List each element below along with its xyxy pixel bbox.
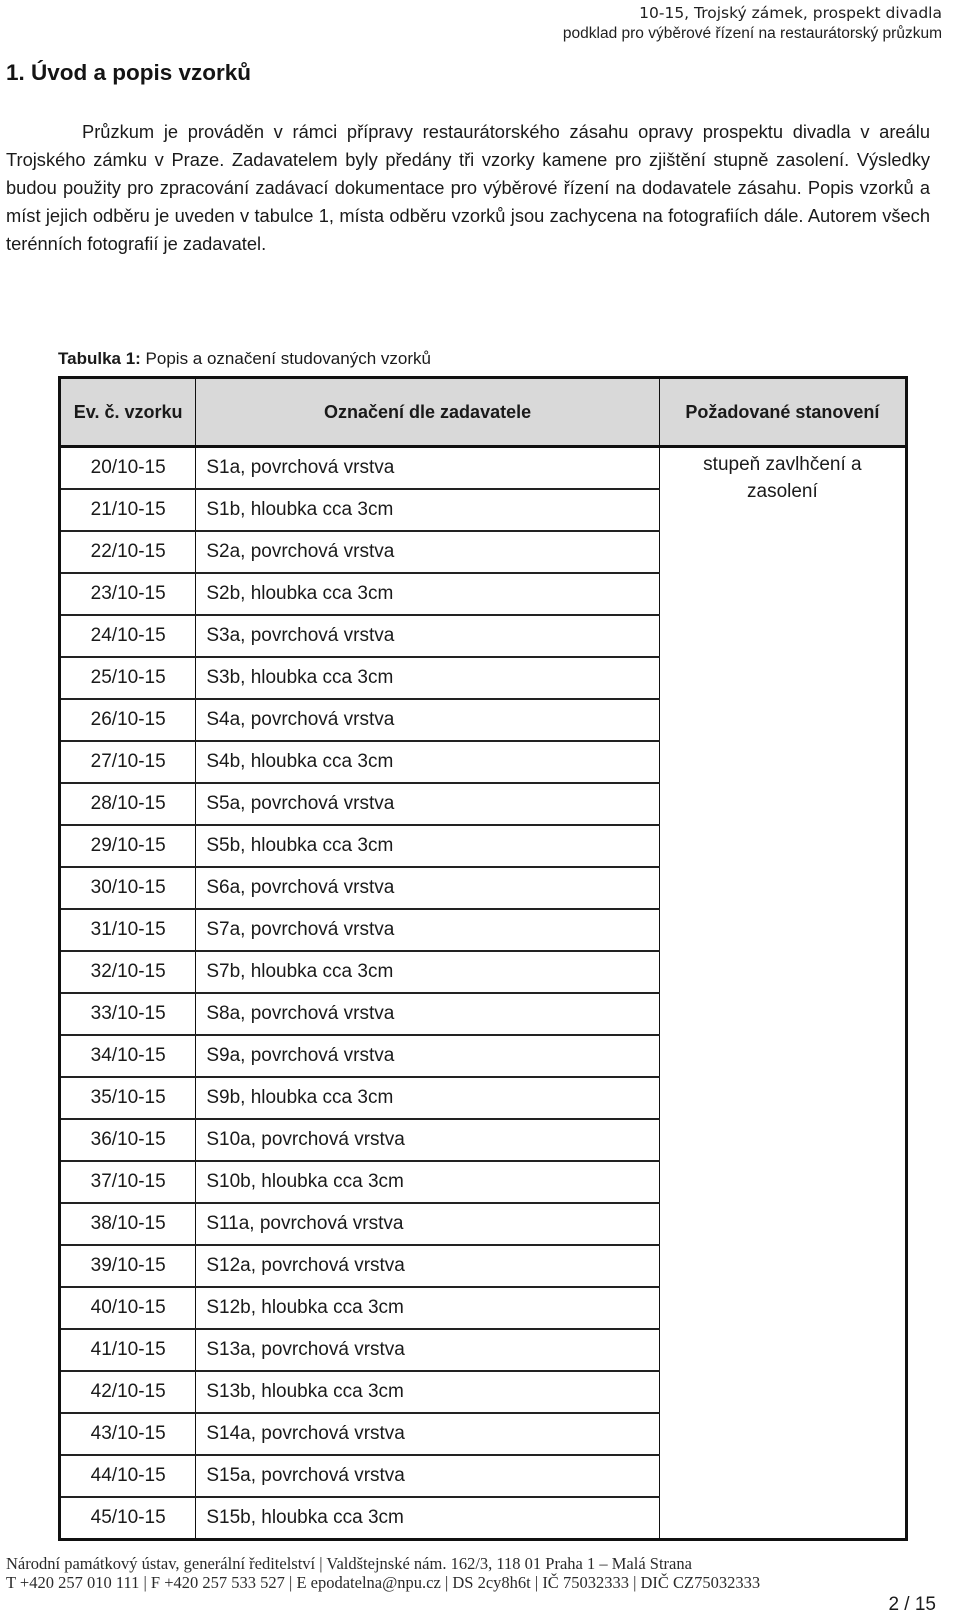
cell-oznaceni: S11a, povrchová vrstva [196,1203,659,1245]
cell-ev-cislo: 21/10-15 [60,489,196,531]
cell-oznaceni: S8a, povrchová vrstva [196,993,659,1035]
cell-ev-cislo: 32/10-15 [60,951,196,993]
header-project-line: 10-15, Trojský zámek, prospekt divadla [639,4,942,22]
cell-ev-cislo: 36/10-15 [60,1119,196,1161]
table-caption-label: Tabulka 1: [58,349,141,368]
cell-ev-cislo: 25/10-15 [60,657,196,699]
intro-paragraph [6,118,930,258]
cell-pozadovane-stanoveni [659,447,906,1540]
required-determination-text: stupeň zavlhčení a zasolení [703,454,862,502]
header-subtitle-line: podklad pro výběrové řízení na restaurátorský průzkum [562,25,942,42]
table-caption-text: Popis a označení studovaných vzorků [140,349,431,368]
cell-oznaceni: S1b, hloubka cca 3cm [196,489,659,531]
page-footer [6,1554,956,1592]
cell-ev-cislo: 30/10-15 [60,867,196,909]
cell-ev-cislo: 43/10-15 [60,1413,196,1455]
footer-address: Národní památkový ústav, generální ředitelství | Valdštejnské nám. 162/3, 118 01 Praha 1 – Malá Strana [6,1554,692,1573]
cell-oznaceni: S7b, hloubka cca 3cm [196,951,659,993]
cell-ev-cislo: 28/10-15 [60,783,196,825]
table-header-row [60,378,907,447]
cell-oznaceni: S14a, povrchová vrstva [196,1413,659,1455]
cell-oznaceni: S3b, hloubka cca 3cm [196,657,659,699]
samples-table [58,376,908,1541]
cell-oznaceni: S10a, povrchová vrstva [196,1119,659,1161]
header-oznaceni: Označení dle zadavatele [196,378,659,447]
page-header [563,2,942,44]
cell-ev-cislo: 44/10-15 [60,1455,196,1497]
cell-oznaceni: S10b, hloubka cca 3cm [196,1161,659,1203]
cell-oznaceni: S9b, hloubka cca 3cm [196,1077,659,1119]
cell-ev-cislo: 35/10-15 [60,1077,196,1119]
table-caption [58,349,431,369]
cell-oznaceni: S2b, hloubka cca 3cm [196,573,659,615]
cell-oznaceni: S12b, hloubka cca 3cm [196,1287,659,1329]
cell-oznaceni: S6a, povrchová vrstva [196,867,659,909]
cell-ev-cislo: 27/10-15 [60,741,196,783]
cell-ev-cislo: 24/10-15 [60,615,196,657]
cell-ev-cislo: 26/10-15 [60,699,196,741]
cell-ev-cislo: 20/10-15 [60,447,196,490]
cell-oznaceni: S13a, povrchová vrstva [196,1329,659,1371]
cell-oznaceni: S3a, povrchová vrstva [196,615,659,657]
cell-oznaceni: S5a, povrchová vrstva [196,783,659,825]
cell-ev-cislo: 31/10-15 [60,909,196,951]
cell-oznaceni: S15a, povrchová vrstva [196,1455,659,1497]
cell-ev-cislo: 23/10-15 [60,573,196,615]
cell-ev-cislo: 40/10-15 [60,1287,196,1329]
cell-oznaceni: S13b, hloubka cca 3cm [196,1371,659,1413]
cell-ev-cislo: 38/10-15 [60,1203,196,1245]
cell-ev-cislo: 42/10-15 [60,1371,196,1413]
cell-oznaceni: S12a, povrchová vrstva [196,1245,659,1287]
cell-oznaceni: S4a, povrchová vrstva [196,699,659,741]
cell-ev-cislo: 37/10-15 [60,1161,196,1203]
cell-oznaceni: S7a, povrchová vrstva [196,909,659,951]
page-number: 2 / 15 [888,1594,936,1615]
cell-ev-cislo: 34/10-15 [60,1035,196,1077]
cell-ev-cislo: 29/10-15 [60,825,196,867]
cell-oznaceni: S4b, hloubka cca 3cm [196,741,659,783]
intro-paragraph-rest: Popis vzorků a míst jejich odběru je uveden v tabulce 1, místa odběru vzorků jsou zachycena na fotografiích dále. Autorem všech terénních fotografií je zadavatel. [6,177,930,254]
intro-text [6,118,930,258]
table-body [60,447,907,1540]
footer-contacts: T +420 257 010 111 | F +420 257 533 527 | E epodatelna@npu.cz | DS 2cy8h6t | IČ 75032333 | DIČ CZ75032333 [6,1573,761,1592]
cell-ev-cislo: 22/10-15 [60,531,196,573]
cell-ev-cislo: 39/10-15 [60,1245,196,1287]
cell-ev-cislo: 45/10-15 [60,1497,196,1540]
cell-ev-cislo: 41/10-15 [60,1329,196,1371]
cell-oznaceni: S1a, povrchová vrstva [196,447,659,490]
cell-oznaceni: S5b, hloubka cca 3cm [196,825,659,867]
header-ev-cislo: Ev. č. vzorku [60,378,196,447]
intro-paragraph-main: Průzkum je prováděn v rámci přípravy restaurátorského zásahu opravy prospektu divadla v areálu Trojského zámku v Praze. Zadavatelem byly předány tři vzorky kamene pro zjištění stupně zasolení. Výsledky budou použity pro zpracování zadávací dokumentace pro výběrové řízení na dodavatele zásahu. [6,121,930,198]
cell-ev-cislo: 33/10-15 [60,993,196,1035]
table-row [60,447,907,490]
section-title: 1. Úvod a popis vzorků [6,60,252,85]
cell-oznaceni: S15b, hloubka cca 3cm [196,1497,659,1540]
cell-oznaceni: S9a, povrchová vrstva [196,1035,659,1077]
cell-oznaceni: S2a, povrchová vrstva [196,531,659,573]
header-pozadovane: Požadované stanovení [659,378,906,447]
